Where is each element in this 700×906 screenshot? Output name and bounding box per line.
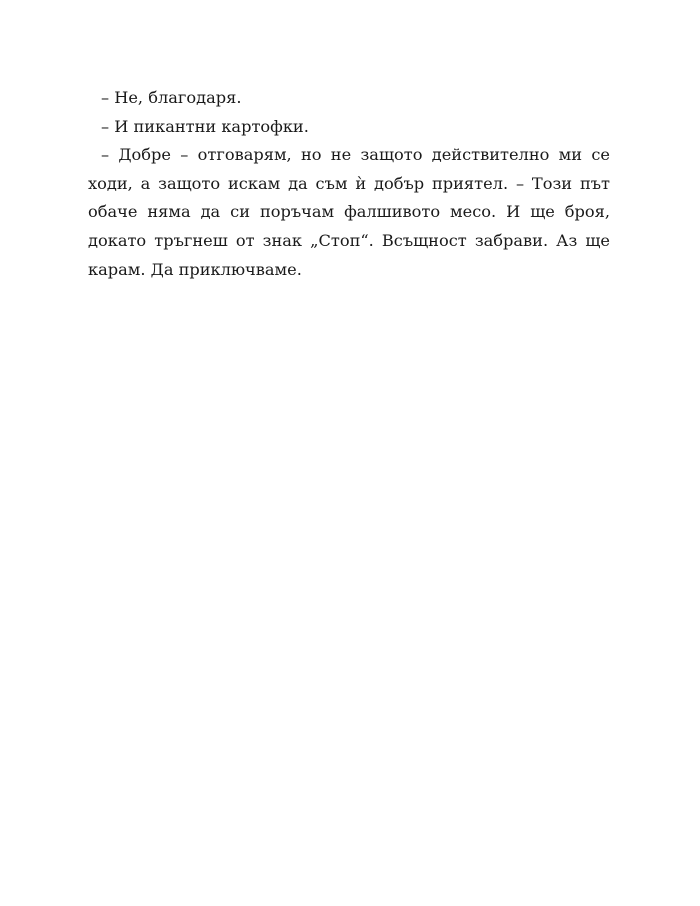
body-text xyxy=(88,84,610,284)
paragraph: – Добре – отговарям, но не защото действително ми се ходи, а защото искам да съм ѝ добър приятел. – Този път обаче няма да си поръчам фалшивото месо. И ще броя, докато тръгнеш от знак „Стоп“. Всъщност забрави. Аз ще карам. Да приключваме. xyxy=(88,145,610,279)
paragraph: – И пикантни картофки. xyxy=(101,116,309,136)
paragraph: – Не, благодаря. xyxy=(101,88,242,107)
